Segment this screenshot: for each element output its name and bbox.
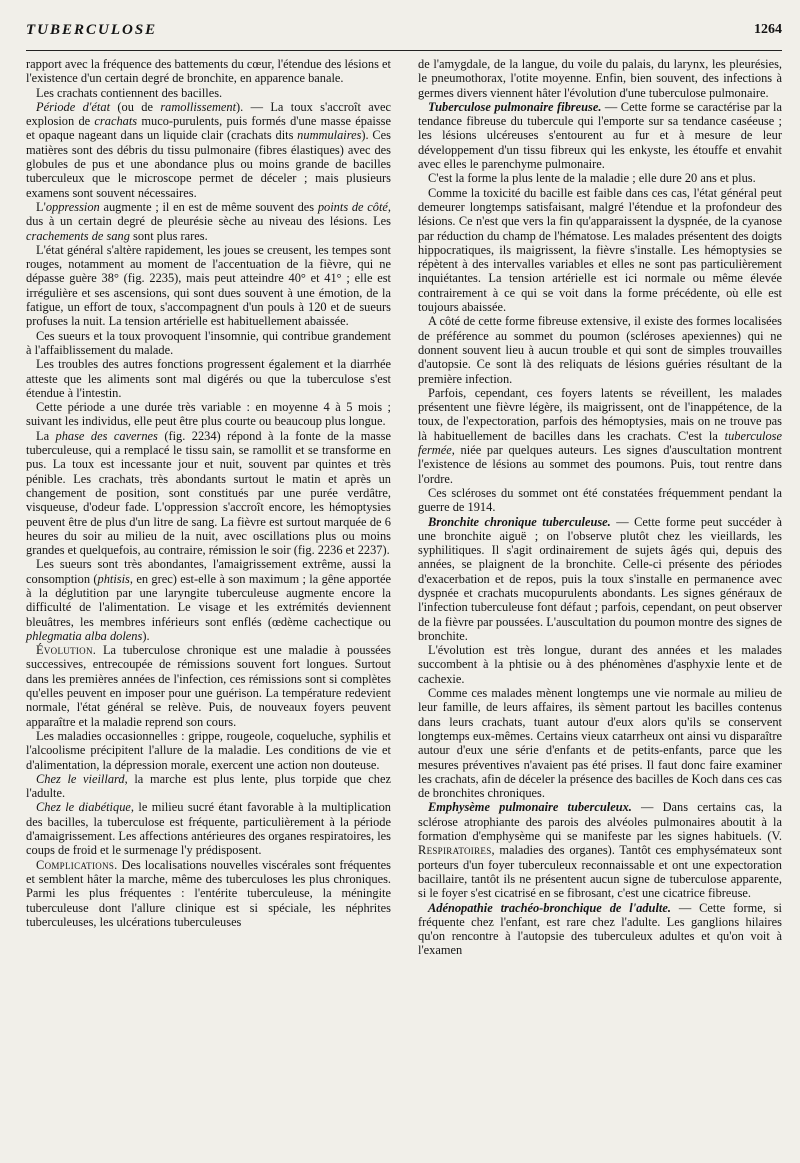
paragraph bbox=[26, 557, 391, 643]
paragraph: de l'amygdale, de la langue, du voile du palais, du larynx, les pleurésies, le pneumothorax, l'otite moyenne. Enfin, bien souvent, des infections à germes divers viennent hâter l'évolution d'une tuberculose pulmonaire. bbox=[418, 57, 782, 100]
paragraph: Ces scléroses du sommet ont été constatées fréquemment pendant la guerre de 1914. bbox=[418, 485, 782, 515]
italic-term: oppression bbox=[45, 199, 100, 214]
paragraph: C'est la forme la plus lente de la maladie ; elle dure 20 ans et plus. bbox=[428, 171, 756, 186]
section-heading: Tuberculose pulmonaire fibreuse. bbox=[428, 99, 602, 114]
section-heading: Adénopathie trachéo-bronchique de l'adulte. bbox=[428, 900, 671, 915]
italic-term: tuberculose fermée bbox=[418, 428, 782, 458]
text-run: (fig. 2234) répond à la fonte de la masse tuberculeuse, qui a remplacé le tissu sain, se ramollit et se transforme en pus. La toux est incessante jour et nuit, souvent par quintes et très pénible. Les crachats, très abondants surtout le matin et après un changement de position, sont constitués par une purée verdâtre, visqueuse, d'odeur fade. L'oppression s'accroît encore, les hémoptysies peuvent être de plus d'un litre de sang. La fièvre est surtout marquée de 6 heures du soir au milieu de la nuit, avec oscillations plus ou moins grandes et quelquefois, au contraire, rémission le soir (fig. 2236 et 2237). bbox=[26, 428, 392, 558]
paragraph bbox=[26, 772, 391, 801]
paragraph bbox=[418, 515, 782, 644]
paragraph bbox=[418, 100, 782, 171]
page-header bbox=[26, 22, 782, 44]
text-run: ). Ces matières sont des débris du tissu pulmonaire (fibres élastiques) avec des globules de pus et une abondance plus ou moins grande de bacilles tuberculeux que le microscope permet de déceler ; mais plusieurs examens sont souvent nécessaires. bbox=[26, 128, 391, 200]
text-run: Parfois, cependant, ces foyers latents se réveillent, les malades présentent une fièvre légère, ils maigrissent, ont de l'inappétence, de la toux, de l'expectoration, parfois des hémoptysies, mais on ne trouve pas là habituellement de bacilles dans les crachats. C'est la bbox=[418, 385, 782, 443]
paragraph: Les troubles des autres fonctions progressent également et la diarrhée atteste que les aliments sont mal digérés ou que la tuberculose s'est étendue à l'intestin. bbox=[26, 357, 391, 400]
text-run: ). bbox=[142, 628, 150, 643]
text-run: , niée par quelques auteurs. Les signes d'auscultation montrent l'existence de lésions au sommet des poumons. Puis, tout rentre dans l'ordre. bbox=[418, 443, 782, 486]
italic-term: points de côté bbox=[317, 199, 388, 214]
text-run: (ou de bbox=[110, 99, 161, 114]
left-column bbox=[26, 57, 391, 929]
cross-reference: Respiratoires bbox=[418, 843, 492, 858]
section-heading: Complications. bbox=[36, 857, 118, 872]
paragraph: rapport avec la fréquence des battements du cœur, l'étendue des lésions et l'existence d'un certain degré de bronchite, en apparence banale. bbox=[26, 57, 391, 86]
text-run: — Cette forme peut succéder à une bronchite aiguë ; on l'observe plutôt chez les vieillards, les syphilitiques. Il s'agit ordinairement de sujets âgés qui, depuis des années, se plaignent de la bronchite. Celle-ci présente des périodes d'exacerbation et de repos, puis la toux s'installe en permanence avec dyspnée et crachats mucopurulents abondants. Les signes généraux de l'infection tuberculeuse font défaut ; parfois, cependant, on peut observer de la fièvre par poussées. L'auscultation du poumon montre des signes de bronchite. bbox=[418, 514, 782, 643]
italic-term: nummulaires bbox=[297, 128, 362, 143]
running-title: TUBERCULOSE bbox=[26, 22, 158, 38]
section-heading: Chez le diabétique bbox=[36, 800, 131, 815]
section-heading: Évolution. bbox=[36, 643, 97, 658]
text-run: ). — La toux s'accroît avec explosion de bbox=[26, 99, 391, 129]
paragraph bbox=[26, 100, 391, 200]
text-run: muco-purulents, puis formés d'une masse épaisse et opaque nageant dans un liquide clair (crachats dits bbox=[26, 114, 391, 143]
paragraph: Comme ces malades mènent longtemps une vie normale au milieu de leur famille, de leurs affaires, ils sèment partout les bacilles contenus dans leurs crachats, tuant autour d'eux alors qu'ils se conservent longtemps eux-mêmes. Certains vieux catarrheux ont ainsi vu disparaître autour d'eux une série d'enfants et de petits-enfants, parce que les mesures préventives n'avaient pas été prises. Il faut donc faire examiner les crachats, afin de déceler la présence des bacilles de Koch dans ces cas de bronchites chroniques. bbox=[418, 686, 782, 801]
section-heading: Bronchite chronique tuberculeuse. bbox=[428, 514, 611, 529]
paragraph: Cette période a une durée très variable : en moyenne 4 à 5 mois ; suivant les individus, elle peut être plus courte ou beaucoup plus longue. bbox=[26, 400, 391, 429]
paragraph: L'état général s'altère rapidement, les joues se creusent, les tempes sont rouges, notamment au moment de l'accentuation de la fièvre, qui ne dépasse guère 38° (fig. 2235), mais peut atteindre 40° et 41° ; elle est irrégulière et ses ascensions, qui sont dues souvent à une émotion, de la fatigue, un effort de toux, s'accompagnent d'un pouls à 120 et de sueurs profuses la nuit. La tension artérielle est habituellement abaissée. bbox=[26, 242, 391, 329]
section-heading: Période d'état bbox=[36, 99, 111, 114]
paragraph: Les maladies occasionnelles : grippe, rougeole, coqueluche, syphilis et l'alcoolisme précipitent l'allure de la maladie. Les conditions de vie et d'alimentation, la dépression morale, exercent une action non douteuse. bbox=[26, 728, 391, 772]
text-run: Les sueurs sont très abondantes, l'amaigrissement extrême, aussi la consomption ( bbox=[26, 557, 391, 586]
paragraph bbox=[26, 858, 391, 929]
header-rule bbox=[26, 50, 782, 51]
italic-term: crachats bbox=[94, 114, 138, 129]
italic-term: crachements de sang bbox=[26, 228, 130, 243]
text-run: sont plus rares. bbox=[129, 228, 208, 243]
paragraph: Les crachats contiennent des bacilles. bbox=[36, 85, 223, 100]
paragraph: Comme la toxicité du bacille est faible dans ces cas, l'état général peut demeurer longtemps satisfaisant, malgré l'étendue et la profondeur des lésions. Ce n'est que vers la fin qu'apparaissent la dyspnée, de la cyanose par réduction du champ de l'hématose. Les malades présentent des doigts hippocratiques, ils maigrissent, la fièvre s'installe. Les hémoptysies se répètent à des intervalles variables et elles ne sont pas particulièrement inquiétantes. La tension artérielle est ici normale ou même élevée contrairement à ce qui se voit dans la forme précédente, où elle est toujours abaissée. bbox=[418, 185, 782, 315]
text-run: , dus à un certain degré de pleurésie sèche au niveau des lésions. Les bbox=[26, 199, 391, 229]
text-run: , la marche est plus lente, plus torpide que chez l'adulte. bbox=[26, 771, 391, 801]
section-heading: Chez le vieillard bbox=[36, 771, 125, 786]
text-run: augmente ; il en est de même souvent des bbox=[99, 199, 318, 214]
paragraph: L'évolution est très longue, durant des années et les malades succombent à la phtisie ou à des phénomènes d'asphyxie lente et de cachexie. bbox=[418, 643, 782, 686]
italic-term: phase des cavernes bbox=[55, 428, 158, 443]
text-run: — Cette forme se caractérise par la tendance fibreuse du tubercule qui l'emporte sur sa tendance caséeuse ; les lésions ulcéreuses s'entourent au fur et à mesure de leur développement d'un tissu fibreux qui les enkyste, les étouffe et envahit avec elles le parenchyme pulmonaire. bbox=[418, 99, 783, 172]
text-run: , maladies des organes). Tantôt ces emphysémateux sont porteurs d'un foyer tuberculeux reconnaissable et ont une expectoration bacillaire, tantôt ils ne présentent aucun signe de tuberculose apparente, si le foyer s'est cicatrisé en se fibrosant, c'est une cicatrice fibreuse. bbox=[418, 843, 782, 901]
paragraph bbox=[26, 200, 391, 243]
text-run: La tuberculose chronique est une maladie à poussées successives, entrecoupée de rémissions souvent fort longues. Surtout dans les premières années de l'infection, ces rémissions sont si complètes qu'elles peuvent en imposer pour une guérison. La température redevient normale, l'état général se relève. Puis, de nouveaux foyers peuvent apparaître et la maladie reprend son cours. bbox=[26, 643, 391, 729]
text-run: L' bbox=[36, 199, 46, 214]
italic-term: phlegmatia alba dolens bbox=[26, 628, 143, 643]
paragraph bbox=[26, 643, 391, 729]
text-run: La bbox=[36, 428, 56, 443]
page-number: 1264 bbox=[754, 22, 782, 37]
text-run: — Cette forme, si fréquente chez l'enfant, est rare chez l'adulte. Les ganglions hilaires qu'on rencontre à l'autopsie des tuberculeux adultes et qu'on voit à l'examen bbox=[418, 900, 782, 958]
text-run: Des localisations nouvelles viscérales sont fréquentes et semblent hâter la marche, même des tuberculoses les plus chroniques. Parmi les plus fréquentes : l'entérite tuberculeuse, la méningite tuberculeuse dont l'allure clinique est si spéciale, les néphrites tuberculeuses, les ulcérations tuberculeuses bbox=[26, 857, 391, 929]
text-run: — Dans certains cas, la sclérose atrophiante des parois des alvéoles pulmonaires aboutit à la formation d'emphysème qui se manifeste par les signes habituels. (V. bbox=[418, 800, 782, 844]
paragraph bbox=[418, 901, 782, 958]
italic-term: phtisis bbox=[97, 571, 130, 586]
text-run: , le milieu sucré étant favorable à la multiplication des bacilles, la tuberculose est fréquente, particulièrement à la période d'amaigrissement. Les affections antérieures des organes respiratoires, les coups de froid et le surmenage l'y prédisposent. bbox=[26, 800, 391, 858]
paragraph: A côté de cette forme fibreuse extensive, il existe des formes localisées de préférence au sommet du poumon (scléroses apexiennes) qui ne donnent souvent lieu à aucun trouble et qui sont de simples trouvailles d'autopsie. Ce sont là des reliquats de lésions guéries résultant de la première infection. bbox=[418, 314, 782, 386]
paragraph bbox=[418, 800, 782, 900]
right-column bbox=[418, 57, 782, 958]
paragraph bbox=[418, 386, 782, 486]
paragraph: Ces sueurs et la toux provoquent l'insomnie, qui contribue grandement à l'affaiblissement du malade. bbox=[26, 328, 391, 357]
italic-term: ramollissement bbox=[160, 99, 237, 114]
section-heading: Emphysème pulmonaire tuberculeux. bbox=[428, 800, 632, 815]
text-run: , en grec) est-elle à son maximum ; la gêne apportée à la déglutition par une laryngite tuberculeuse augmente encore la difficulté de l'alimentation. Le visage et les extrémités deviennent bleuâtres, les membres inférieurs sont enflés (œdème cachectique ou bbox=[26, 571, 391, 629]
paragraph bbox=[26, 800, 391, 857]
paragraph bbox=[26, 429, 391, 558]
